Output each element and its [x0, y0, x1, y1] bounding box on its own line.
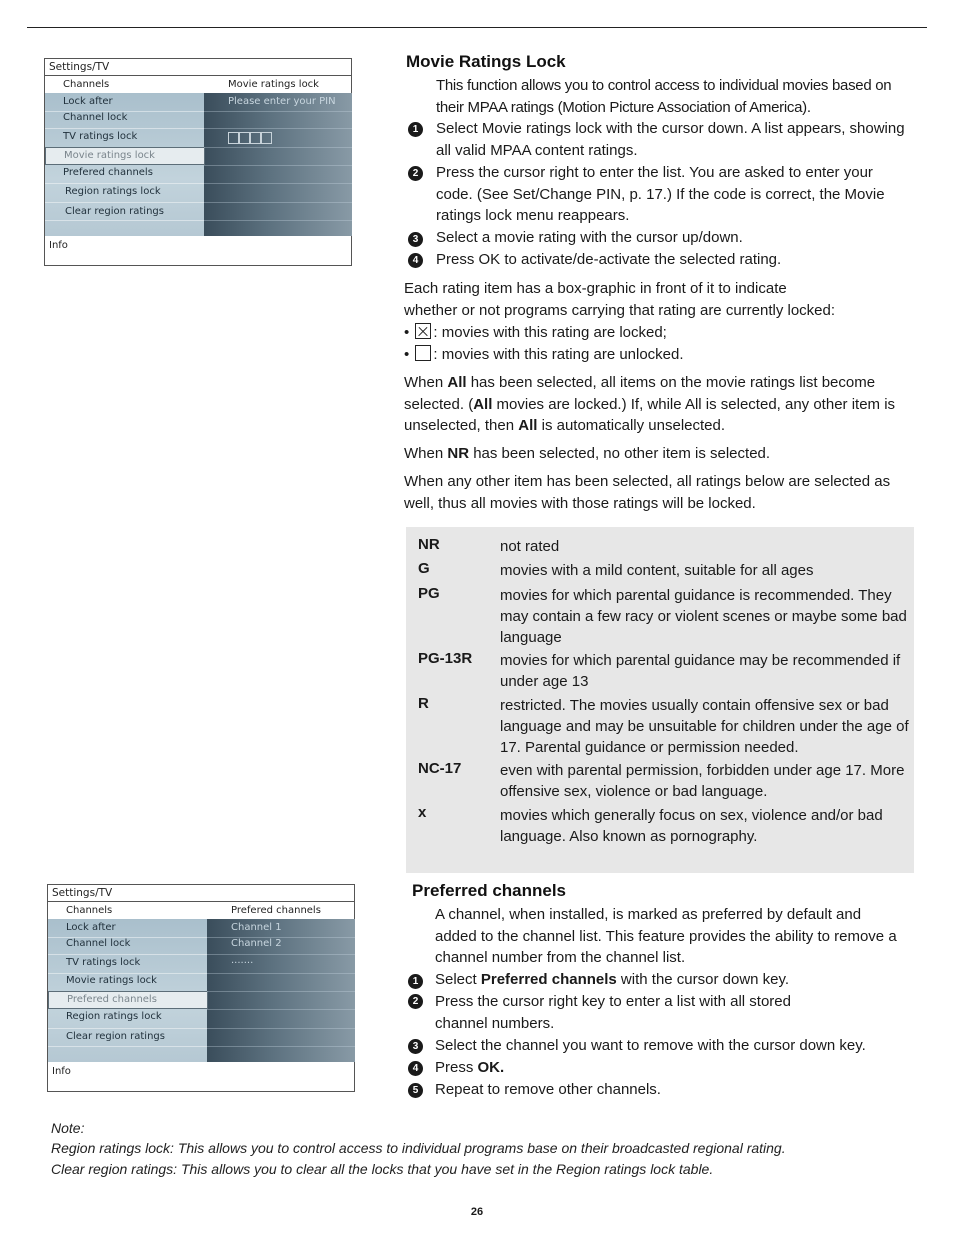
nr-selected-paragraph: When NR has been selected, no other item is selected.: [404, 445, 771, 462]
menu-item-prefered-channels-selected: Prefered channels: [48, 991, 208, 1009]
menu-info: Info: [52, 1066, 71, 1077]
rating-code-nr: NR: [418, 536, 440, 553]
rating-code-pg: PG: [418, 585, 440, 602]
menu-item-movie-ratings-lock-selected: Movie ratings lock: [45, 147, 205, 165]
movie-step-2: Press the cursor right to enter the list. You are asked to enter your code. (See Set/Change PIN, p. 17.) If the code is correct, the Movie ratings lock menu reappears.: [436, 164, 885, 224]
movie-step-4: Press OK to activate/de-activate the selected rating.: [436, 251, 782, 268]
unlocked-legend: • : movies with this rating are unlocked.: [404, 346, 684, 363]
rating-code-g: G: [418, 560, 430, 577]
preferred-step-2: Press the cursor right key to enter a list with all stored channel numbers.: [435, 993, 791, 1032]
ratings-table: [406, 527, 914, 873]
other-selected-paragraph: When any other item has been selected, all ratings below are selected as well, thus all movies with those ratings will be locked.: [404, 473, 891, 512]
menu-item-movie-ratings-lock: Movie ratings lock: [66, 975, 157, 986]
rating-code-r: R: [418, 695, 429, 712]
locked-legend: • : movies with this rating are locked;: [404, 324, 667, 341]
step-4-bullet: 4: [408, 253, 423, 268]
rating-desc-pg: movies for which parental guidance is recommended. They may contain a few racy or violent scenes or maybe some bad language: [500, 587, 907, 646]
rating-desc-r: restricted. The movies usually contain offensive sex or bad language and may be unsuitable for children under the age of 17. Parental guidance or permission needed.: [500, 697, 909, 756]
menu-info: Info: [49, 240, 68, 251]
menu-item-prefered-channels: Prefered channels: [63, 167, 153, 178]
pc-step-2-bullet: 2: [408, 994, 423, 1009]
menu-item-lock-after: Lock after: [63, 96, 113, 107]
checked-box-icon: [415, 323, 431, 339]
preferred-step-5: Repeat to remove other channels.: [435, 1081, 661, 1098]
movie-intro: This function allows you to control access to individual movies based on their MPAA ratings (Motion Picture Association of America).: [436, 77, 892, 116]
step-1-bullet: 1: [408, 122, 423, 137]
top-rule: [27, 27, 927, 28]
box-graphic-line-1: Each rating item has a box-graphic in front of it to indicate: [404, 280, 787, 297]
movie-step-1: Select Movie ratings lock with the cursor down. A list appears, showing all valid MPAA content ratings.: [436, 120, 905, 159]
menu-item-region-ratings-lock: Region ratings lock: [65, 186, 161, 197]
menu-item-tv-ratings-lock: TV ratings lock: [66, 957, 141, 968]
menu-title: Settings/TV: [49, 61, 110, 73]
rating-code-pg13r: PG-13R: [418, 650, 473, 667]
pc-step-5-bullet: 5: [408, 1083, 423, 1098]
movie-ratings-lock-heading: Movie Ratings Lock: [406, 52, 566, 71]
pin-prompt: Please enter your PIN: [228, 96, 336, 107]
preferred-step-3: Select the channel you want to remove with the cursor down key.: [435, 1037, 866, 1054]
menu-item-clear-region-ratings: Clear region ratings: [65, 206, 164, 217]
rating-desc-nr: not rated: [500, 538, 560, 555]
preferred-channels-menu-screenshot: [47, 884, 355, 1092]
step-2-bullet: 2: [408, 166, 423, 181]
pc-step-4-bullet: 4: [408, 1061, 423, 1076]
menu-item-region-ratings-lock: Region ratings lock: [66, 1011, 162, 1022]
empty-box-icon: [415, 345, 431, 361]
menu-head-channels: Channels: [63, 79, 110, 90]
pin-entry-boxes: [228, 132, 272, 144]
step-3-bullet: 3: [408, 232, 423, 247]
menu-item-channel-lock: Channel lock: [63, 112, 128, 123]
preferred-intro: A channel, when installed, is marked as preferred by default and added to the channel list. This feature provides the ability to remove a channel number from the channel list.: [435, 906, 897, 966]
channel-list-item-2: Channel 2: [231, 938, 282, 949]
preferred-step-1: Select Preferred channels with the cursor down key.: [435, 971, 790, 988]
menu-item-tv-ratings-lock: TV ratings lock: [63, 131, 138, 142]
movie-ratings-menu-screenshot: [44, 58, 352, 266]
rating-desc-x: movies which generally focus on sex, violence and/or bad language. Also known as pornography.: [500, 807, 883, 845]
menu-item-lock-after: Lock after: [66, 922, 116, 933]
channel-list-ellipsis: .......: [231, 955, 254, 966]
note-region-ratings: Region ratings lock: This allows you to control access to individual programs base on their broadcasted regional rating.: [51, 1140, 786, 1156]
rating-code-nc17: NC-17: [418, 760, 462, 777]
box-graphic-line-2: whether or not programs carrying that rating are currently locked:: [404, 302, 836, 319]
pc-step-1-bullet: 1: [408, 974, 423, 989]
preferred-channels-heading: Preferred channels: [412, 881, 567, 900]
movie-step-3: Select a movie rating with the cursor up/down.: [436, 229, 743, 246]
menu-item-channel-lock: Channel lock: [66, 938, 131, 949]
rating-desc-nc17: even with parental permission, forbidden under age 17. More offensive sex, violence or bad language.: [500, 762, 905, 800]
menu-head-channels: Channels: [66, 905, 113, 916]
channel-list-item-1: Channel 1: [231, 922, 282, 933]
note-clear-region: Clear region ratings: This allows you to clear all the locks that you have set in the Region ratings lock table.: [51, 1161, 714, 1177]
rating-code-x: x: [418, 804, 427, 821]
menu-item-clear-region-ratings: Clear region ratings: [66, 1031, 165, 1042]
all-selected-paragraph: When All has been selected, all items on the movie ratings list become selected. (All movies are locked.) If, while All is selected, any other item is unselected, then All is automatically unselected.: [404, 374, 896, 434]
pc-step-3-bullet: 3: [408, 1039, 423, 1054]
rating-desc-pg13r: movies for which parental guidance may be recommended if under age 13: [500, 652, 901, 690]
menu-title: Settings/TV: [52, 887, 113, 899]
rating-desc-g: movies with a mild content, suitable for all ages: [500, 562, 814, 579]
menu-head-movie-ratings: Movie ratings lock: [228, 79, 319, 90]
note-label: Note:: [51, 1120, 85, 1136]
page-number: 26: [470, 1206, 484, 1218]
menu-head-prefered-channels: Prefered channels: [231, 905, 321, 916]
preferred-step-4: Press OK.: [435, 1059, 505, 1076]
